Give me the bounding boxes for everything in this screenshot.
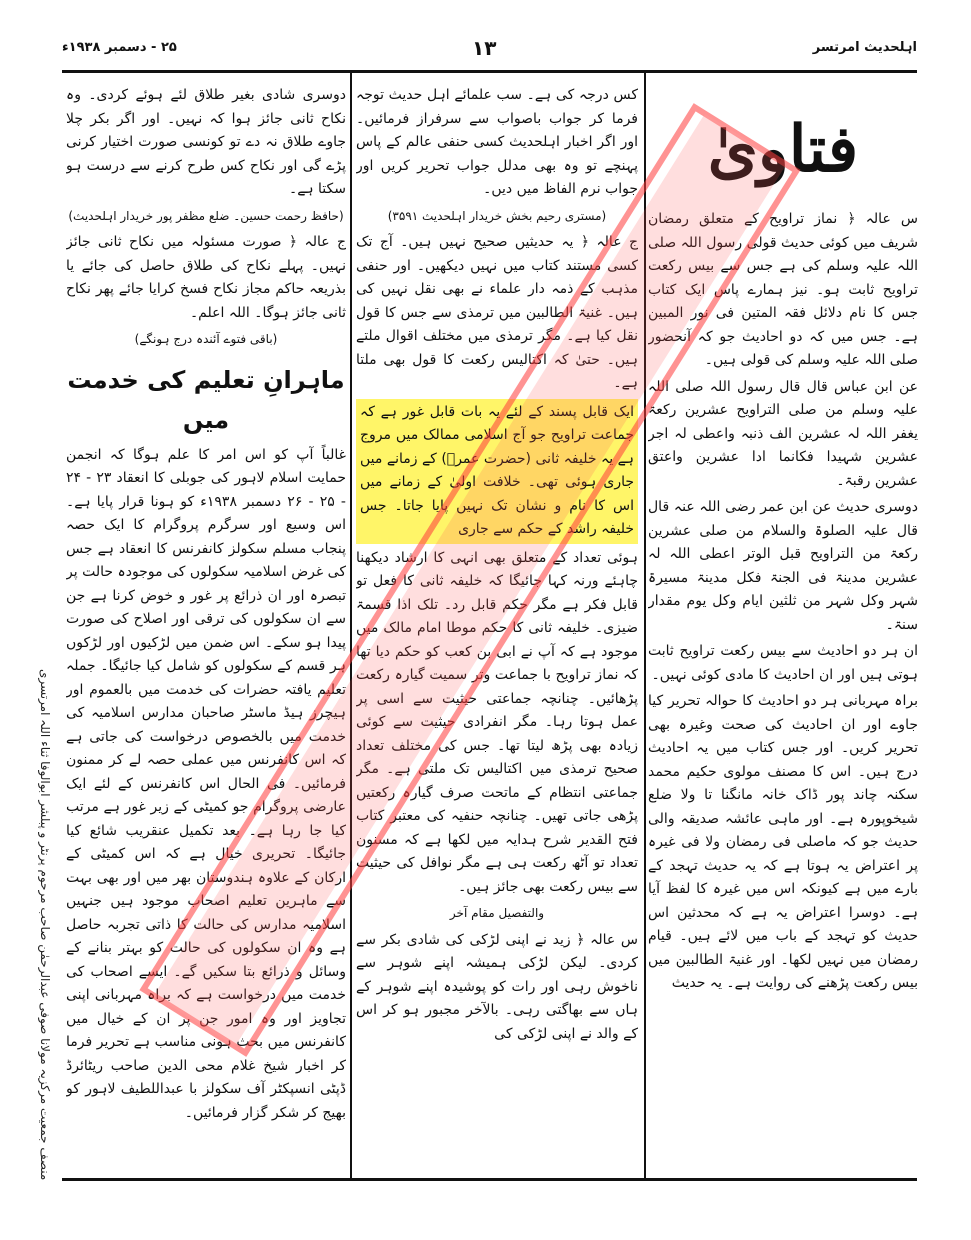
left-column [66,84,346,1174]
header-rule [62,70,917,73]
side-margin-note: منصف جمعیت مرکزیہ مولانا صوفی عبدالرحمٰن صاحب مرحوم پرنٹر و پبلشر ابوالوفا ثناء اللہ امرتسری [38,668,52,1180]
hadith-arabic-1: عن ابن عباس قال قال رسول اللہ صلی اللہ علیہ وسلم من صلی التراویح عشرین رکعۃ یغفر اللہ لہ عشرین الف ذنبہ واعطی لہ اجر عشرین شہیدا فکانما ادا عشرین واعتق عشرین رقبۃ۔ [648,378,918,489]
newspaper-title: اہلحدیث امرتسر [812,40,917,55]
question-paragraph: س عالہ ﴿ زید نے اپنی لڑکی کی شادی بکر سے کردی۔ لیکن لڑکی ہمیشہ اپنے شوہر سے ناخوش رہی اور رات کو پوشیدہ اپنے شوہر کے ہاں سے بھاگتی رہی۔ بالآخر مجبور ہو کر اس کے والد نے اپنی لڑکی کی [356,931,638,1042]
question-paragraph: س عالہ ﴿ نماز تراویح کے متعلق رمضان شریف میں کوئی حدیث قولی رسول اللہ صلی اللہ علیہ وسلم کی ہے جس سے بیس رکعت تراویح ثابت ہو۔ نیز ہمارے پاس ایک کتاب جس کا نام دلائل فقہ المتین فی نور المبین ہے۔ جس میں کہ دو احادیث جو کہ آنحضور صلی اللہ علیہ وسلم کی قولی ہیں۔ [648,211,918,368]
answer-paragraph: ج عالہ ﴿ صورت مسئولہ میں نکاح ثانی جائز نہیں۔ پہلے نکاح کی طلاق حاصل کی جائے یا بذریعہ حاکم مجاز نکاح فسخ کرایا جائے پھر نکاح ثانی جائز ہوگا۔ اللہ اعلم۔ [66,234,346,321]
questioner-signature: (مستری رحیم بخش خریدار اہلحدیث ۳۵۹۱) [387,208,607,223]
section-title: ماہرانِ تعلیم کی خدمت میں [67,365,345,434]
body-paragraph: براہ مہربانی ہر دو احادیث کا حوالہ تحریر کیا جاوے اور ان احادیث کی صحت وغیرہ بھی تحریر کریں۔ اور جس کتاب میں یہ احادیث درج ہیں۔ اس کا مصنف مولوی حکیم محمد سکنہ چاند پور ڈاک خانہ مانگنا تا ولا ضلع شیخوپورہ ہے۔ اور ماہی عائشہ صدیقہ والی حدیث جو کہ ماصلی فی رمضان ولا فی غیرہ پر اعتراض یہ ہوتا ہے کہ یہ حدیث تہجد کے بارے میں ہے کیونکہ اس میں غیرہ کا لفظ آیا ہے۔ دوسرا اعتراض یہ ہے کہ محدثین اس حدیث کو تہجد کے باب میں لائے ہیں۔ قیام رمضان میں نہیں لکھا۔ اور غنیۃ الطالبین میں بیس رکعت پڑھنے کی روایت ہے۔ یہ حدیث [648,693,918,991]
body-paragraph: ان ہر دو احادیث سے بیس رکعت تراویح ثابت ہوتی ہیں اور ان احادیث کا مادی کوئی نہیں۔ [648,643,918,683]
column-divider-right [644,72,646,1178]
middle-column [356,84,638,1174]
body-paragraph: غالباً آپ کو اس امر کا علم ہوگا کہ انجمن حمایت اسلام لاہور کی جوبلی کا انعقاد ۲۳ - ۲۴ - ۲۵ - ۲۶ دسمبر ۱۹۳۸ء کو ہونا قرار پایا ہے۔ اس وسیع اور سرگرم پروگرام کا ایک حصہ پنجاب مسلم سکولز کانفرنس کا انعقاد ہے جس کی غرض اسلامیہ سکولوں کی موجودہ حالت پر تبصرہ اور ان ذرائع پر غور و خوض کرنا ہے جن سے ان سکولوں کی ترقی اور اصلاح کی صورت پیدا ہو سکے۔ اس ضمن میں لڑکیوں اور لڑکوں ہر قسم کے سکولوں کو شامل کیا جائیگا۔ جملہ تعلیم یافتہ حضرات کی خدمت میں بالعموم اور ہیچرز ہیڈ ماسٹر صاحبان مدارس اسلامیہ کی خدمت میں بالخصوص درخواست کی جاتی ہے کہ اس کانفرنس میں عملی حصہ لے کر ممنون فرمائیں۔ فی الحال اس کانفرنس کے لئے ایک عارضی پروگرام جو کمیٹی کے زیر غور ہے مرتب کیا جا رہا ہے۔ بعد تکمیل عنقریب شائع کیا جائیگا۔ تحریری خیال ہے کہ اس کمیٹی کے ارکان کے علاوہ ہندوستان بھر میں اور بھی بہت سے ماہرین تعلیم اصحاب موجود ہیں جنہیں اسلامیہ مدارس کی حالت کا ذاتی تجربہ حاصل ہے وہ ان سکولوں کی حالت کو بہتر بنانے کے وسائل و ذرائع بتا سکیں گے۔ ایسے اصحاب کی خدمت میں درخواست ہے کہ براہ مہربانی اپنی تجاویز اور وہ امور جن پر ان کے خیال میں کانفرنس میں بحث ہونی مناسب ہے تحریر فرما کر اخبار شیخ غلام محی الدین صاحب ریٹائرڈ ڈپٹی انسپکٹر آف سکولز با عبداللطیف لاہور کو بھیج کر شکر گزار فرمائیں۔ [66,446,346,1121]
questioner-signature: (حافظ رحمت حسین۔ ضلع مظفر پور خریدار اہلحدیث) [68,208,344,223]
body-paragraph: ہوئی تعداد کے متعلق بھی انہی کا ارشاد دیکھنا چاہئے ورنہ کہا جائیگا کہ خلیفہ ثانی کا فعل تو قابل فکر ہے مگر حکم قابل رد۔ تلک اذا قسمۃ ضیزی۔ خلیفہ ثانی کا حکم موطا امام مالک میں موجود ہے کہ آپ نے ابی بن کعب کو حکم دیا تھا کہ نماز تراویح با جماعت وتر سمیت گیارہ رکعت پڑھائیں۔ چنانچہ جماعتی حیثیت سے اسی پر عمل ہوتا رہا۔ مگر انفرادی حیثیت سے کوئی زیادہ بھی پڑھ لیتا تھا۔ جس کی مختلف تعداد صحیح ترمذی میں اکتالیس تک ملتی ہے۔ مگر جماعتی انتظام کے ماتحت صرف گیارہ رکعتیں پڑھی جاتی تھیں۔ چنانچہ حنفیہ کی معتبر کتاب فتح القدیر شرح ہدایہ میں لکھا ہے کہ مسنون تعداد تو آٹھ رکعت ہی ہے مگر نوافل کی حیثیت سے بیس رکعت بھی جائز ہیں۔ [356,549,638,895]
highlighted-passage: ایک قابل پسند کے لئے یہ بات قابل غور ہے کہ جماعت تراویح جو آج اسلامی ممالک میں مروج ہے یہ خلیفہ ثانی (حضرت عمرؓ) کے زمانے میں جاری ہوئی تھی۔ خلافت اولیٰ کے زمانے میں اس کا نام و نشان تک نہیں پایا جاتا۔ جس خلیفہ راشد کے حکم سے جاری [356,399,638,544]
right-column [648,84,918,1174]
page-number: ۱۳ [472,36,497,60]
header-date: ۲۵ - دسمبر ۱۹۳۸ء [62,40,177,55]
continuation-note: (باقی فتوے آئندہ درج ہونگے) [134,332,278,346]
conclusion-line: والتفصیل مقام آخر [449,906,545,920]
hadith-arabic-2: دوسری حدیث عن ابن عمر رضی اللہ عنہ قال قال علیہ الصلوۃ والسلام من صلی عشرین رکعۃ من التراویح قبل الوتر اعطی اللہ لہ عشرین مدینۃ فی الجنۃ فکل مدینۃ مسیرۃ شہر وکل شہر من ثلثین ایام وکل یوم مقدار سنۃ۔ [648,499,918,633]
answer-paragraph: ج عالہ ﴿ یہ حدیثیں صحیح نہیں ہیں۔ آج تک کسی مستند کتاب میں نہیں دیکھیں۔ اور حنفی مذہب کے ذمہ دار علماء نے بھی نقل نہیں کی ہیں۔ غنیۃ الطالبین میں ترمذی سے جس کا قول نقل کیا ہے۔ مگر ترمذی میں مختلف اقوال ملتے ہیں۔ حتیٰ کہ اکتالیس رکعت کا قول بھی ملتا ہے۔ [356,234,638,391]
body-paragraph: کس درجہ کی ہے۔ سب علمائے اہل حدیث توجہ فرما کر جواب باصواب سے سرفراز فرمائیں۔ اور اگر اخبار اہلحدیث کسی حنفی عالم کے پاس پہنچے تو وہ بھی مدلل جواب تحریر کریں اور جواب نرم الفاظ میں دیں۔ [356,87,638,197]
fatawa-title: فتاویٰ [707,112,859,187]
body-paragraph: دوسری شادی بغیر طلاق لئے ہوئے کردی۔ وہ نکاح ثانی جائز ہوا کہ نہیں۔ اور اگر بکر چلا جاوے طلاق نہ دے تو کونسی صورت اختیار کرنی پڑے گی اور نکاح کس طرح کرنے سے درست ہو سکتا ہے۔ [66,87,346,197]
column-divider-left [350,72,352,1178]
footer-rule [62,1178,917,1181]
page-header [62,36,917,66]
